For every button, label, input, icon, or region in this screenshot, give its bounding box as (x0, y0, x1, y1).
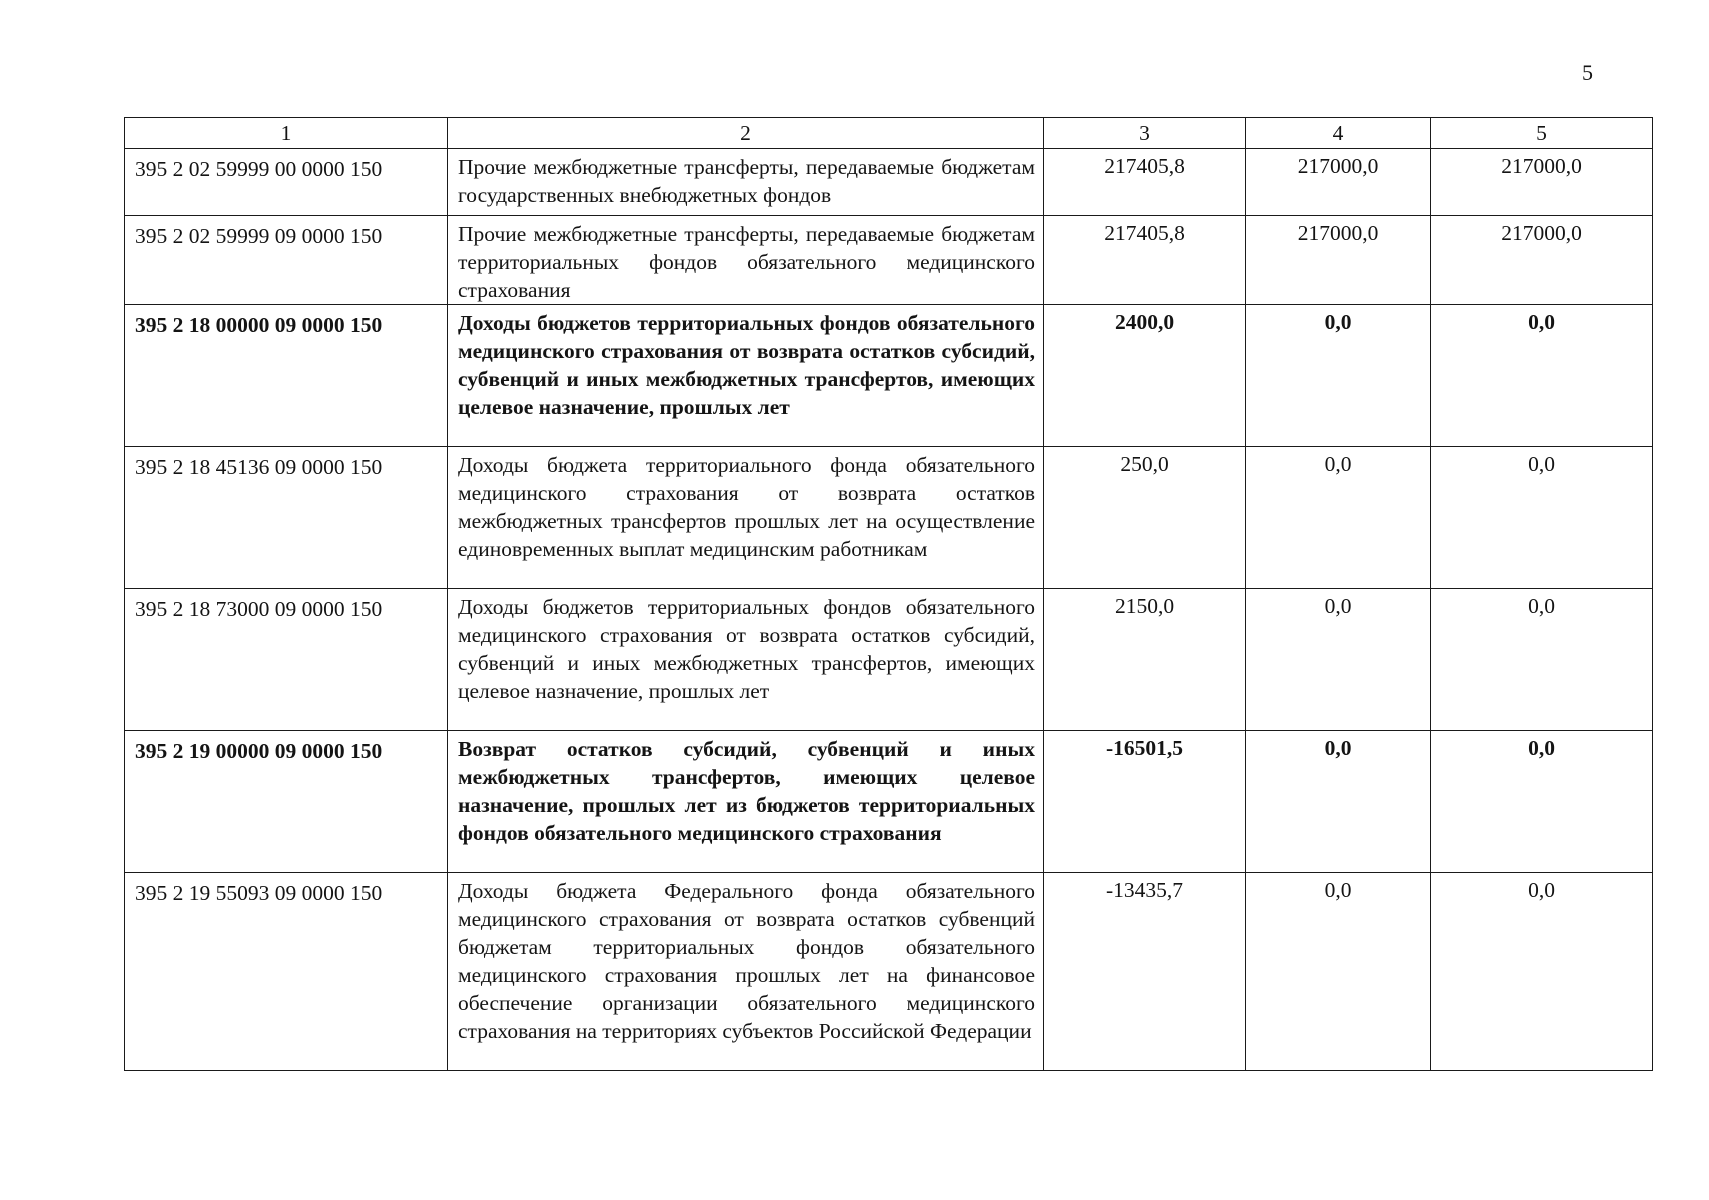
value-col5-cell: 217000,0 (1431, 216, 1653, 305)
budget-code-cell: 395 2 18 73000 09 0000 150 (125, 589, 448, 731)
budget-table (124, 117, 1653, 1071)
column-header-1: 1 (125, 118, 448, 149)
value-col5-cell: 0,0 (1431, 589, 1653, 731)
value-col3-cell: -13435,7 (1044, 873, 1246, 1071)
value-col4-cell: 0,0 (1246, 447, 1431, 589)
value-col4-cell: 0,0 (1246, 589, 1431, 731)
value-col3-cell: -16501,5 (1044, 731, 1246, 873)
value-col4-cell: 0,0 (1246, 731, 1431, 873)
value-col3-cell: 250,0 (1044, 447, 1246, 589)
value-col4-cell: 217000,0 (1246, 216, 1431, 305)
budget-code-cell: 395 2 18 45136 09 0000 150 (125, 447, 448, 589)
value-col5-cell: 0,0 (1431, 447, 1653, 589)
description-cell: Прочие межбюджетные трансферты, передаваемые бюджетам территориальных фондов обязательного медицинского страхования (448, 216, 1044, 305)
description-cell: Доходы бюджета территориального фонда обязательного медицинского страхования от возврата остатков межбюджетных трансфертов прошлых лет на осуществление единовременных выплат медицинским работникам (448, 447, 1044, 589)
column-header-2: 2 (448, 118, 1044, 149)
value-col5-cell: 0,0 (1431, 305, 1653, 447)
value-col5-cell: 0,0 (1431, 731, 1653, 873)
description-cell: Доходы бюджета Федерального фонда обязательного медицинского страхования от возврата остатков субвенций бюджетам территориальных фондов обязательного медицинского страхования прошлых лет на финансовое обеспечение организации обязательного медицинского страхования на территориях субъектов Российской Федерации (448, 873, 1044, 1071)
budget-code-cell: 395 2 19 00000 09 0000 150 (125, 731, 448, 873)
description-cell: Доходы бюджетов территориальных фондов обязательного медицинского страхования от возврата остатков субсидий, субвенций и иных межбюджетных трансфертов, имеющих целевое назначение, прошлых лет (448, 589, 1044, 731)
value-col5-cell: 0,0 (1431, 873, 1653, 1071)
budget-code-cell: 395 2 02 59999 00 0000 150 (125, 149, 448, 216)
value-col3-cell: 217405,8 (1044, 216, 1246, 305)
table-row (125, 589, 1653, 731)
value-col4-cell: 0,0 (1246, 873, 1431, 1071)
value-col3-cell: 2150,0 (1044, 589, 1246, 731)
column-header-3: 3 (1044, 118, 1246, 149)
column-header-4: 4 (1246, 118, 1431, 149)
budget-code-cell: 395 2 18 00000 09 0000 150 (125, 305, 448, 447)
table-row (125, 305, 1653, 447)
column-header-5: 5 (1431, 118, 1653, 149)
table-row (125, 731, 1653, 873)
description-cell: Возврат остатков субсидий, субвенций и иных межбюджетных трансфертов, имеющих целевое назначение, прошлых лет из бюджетов территориальных фондов обязательного медицинского страхования (448, 731, 1044, 873)
value-col4-cell: 217000,0 (1246, 149, 1431, 216)
description-cell: Прочие межбюджетные трансферты, передаваемые бюджетам государственных внебюджетных фондов (448, 149, 1044, 216)
header-row (125, 118, 1653, 149)
value-col3-cell: 2400,0 (1044, 305, 1246, 447)
description-cell: Доходы бюджетов территориальных фондов обязательного медицинского страхования от возврата остатков субсидий, субвенций и иных межбюджетных трансфертов, имеющих целевое назначение, прошлых лет (448, 305, 1044, 447)
table-row (125, 149, 1653, 216)
table-row (125, 216, 1653, 305)
table-row (125, 447, 1653, 589)
value-col5-cell: 217000,0 (1431, 149, 1653, 216)
value-col4-cell: 0,0 (1246, 305, 1431, 447)
page-number: 5 (1582, 60, 1593, 85)
budget-code-cell: 395 2 02 59999 09 0000 150 (125, 216, 448, 305)
table-row (125, 873, 1653, 1071)
value-col3-cell: 217405,8 (1044, 149, 1246, 216)
budget-code-cell: 395 2 19 55093 09 0000 150 (125, 873, 448, 1071)
